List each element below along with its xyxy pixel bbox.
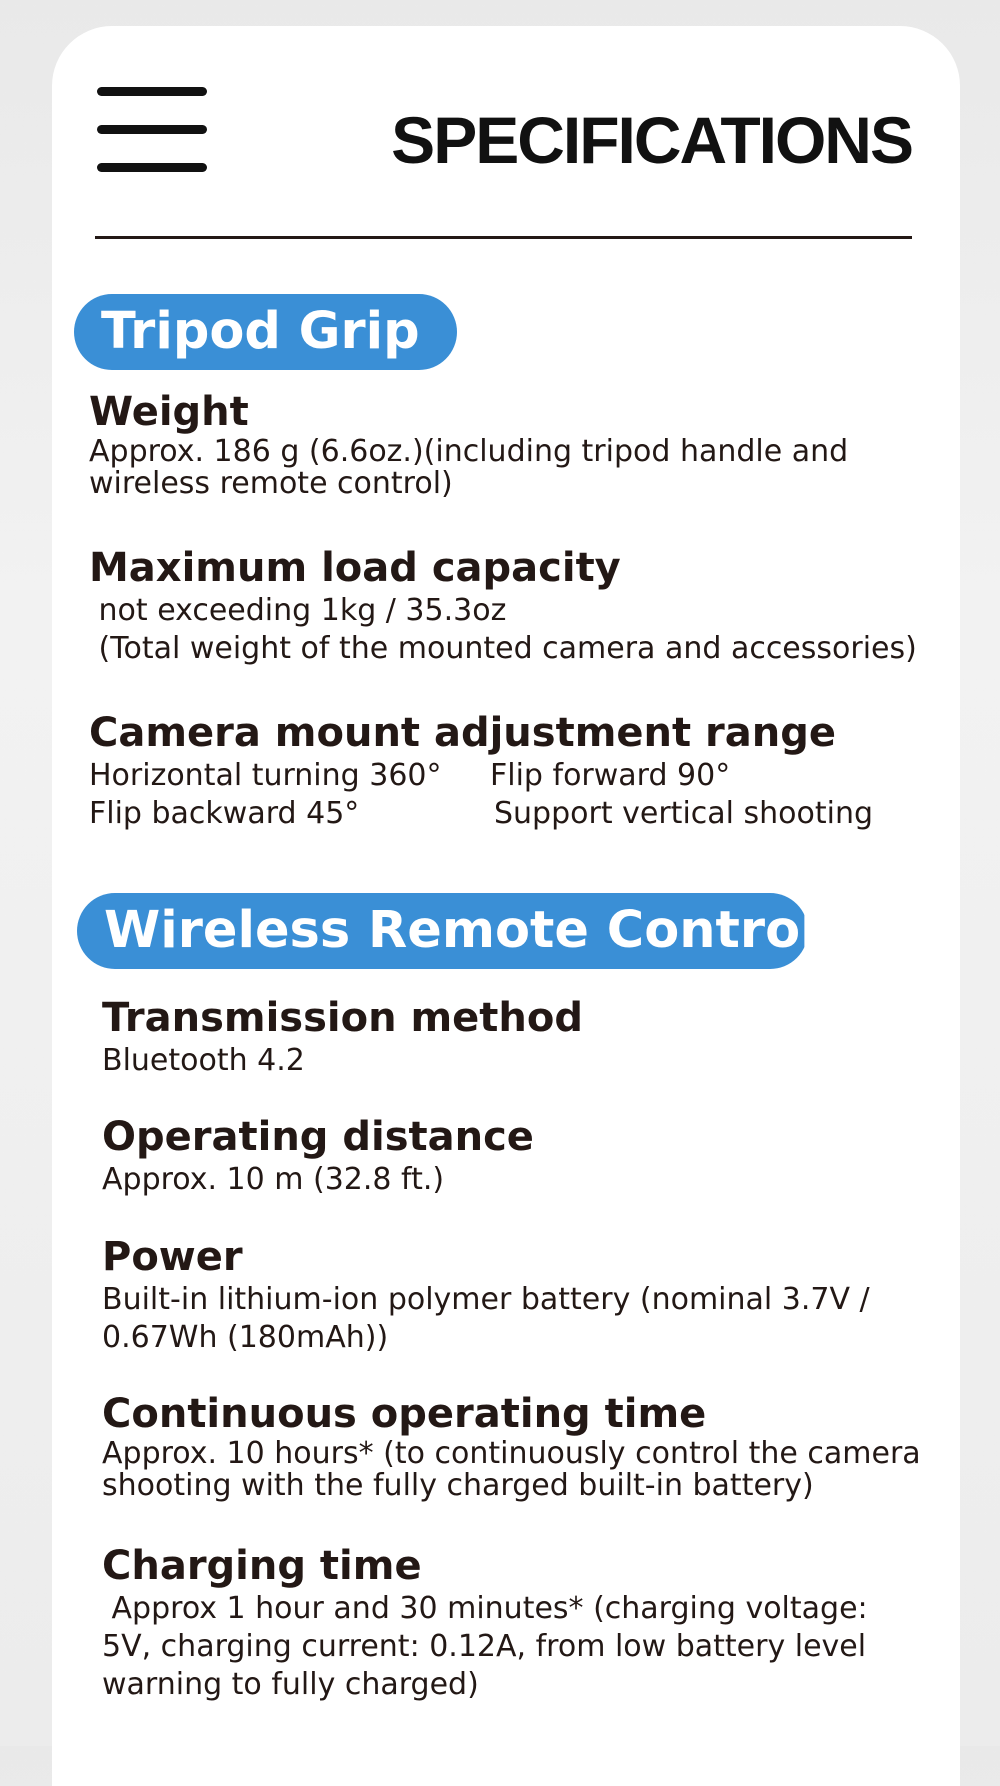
spec-operating-distance-label: Operating distance	[102, 1114, 534, 1160]
spec-max-load	[89, 544, 917, 668]
spec-charging-time-line1: Approx 1 hour and 30 minutes* (charging voltage:	[102, 1591, 868, 1626]
spec-flip-backward: Flip backward 45°	[89, 796, 360, 831]
spec-weight	[89, 388, 848, 500]
menu-bar	[97, 87, 207, 96]
spec-weight-line2: wireless remote control)	[89, 466, 453, 501]
spec-charging-time-label: Charging time	[102, 1543, 422, 1589]
spec-vertical-shooting: Support vertical shooting	[494, 796, 874, 831]
spec-power-label: Power	[102, 1234, 243, 1280]
menu-bar	[97, 163, 207, 172]
spec-max-load-line2: (Total weight of the mounted camera and accessories)	[89, 631, 917, 666]
spec-charging-time-line2: 5V, charging current: 0.12A, from low battery level	[102, 1629, 867, 1664]
spec-max-load-label: Maximum load capacity	[89, 545, 621, 591]
title-divider	[95, 236, 912, 239]
spec-camera-mount-row1	[89, 757, 836, 795]
hamburger-menu-icon[interactable]	[97, 87, 207, 173]
spec-weight-line1: Approx. 186 g (6.6oz.)(including tripod handle and	[89, 434, 849, 469]
spec-horizontal-turning: Horizontal turning 360°	[89, 758, 442, 793]
spec-weight-label: Weight	[89, 389, 249, 435]
section-tripod-grip-pill: Tripod Grip	[74, 294, 457, 370]
spec-power	[102, 1233, 870, 1357]
spec-power-line2: 0.67Wh (180mAh))	[102, 1320, 389, 1355]
menu-bar	[97, 125, 207, 134]
page-title: SPECIFICATIONS	[391, 103, 912, 177]
spec-continuous-operating-time-line1: Approx. 10 hours* (to continuously control the camera	[102, 1436, 921, 1471]
spec-charging-time-line3: warning to fully charged)	[102, 1667, 479, 1702]
spec-continuous-operating-time-line2: shooting with the fully charged built-in battery)	[102, 1468, 814, 1503]
spec-transmission-value: Bluetooth 4.2	[102, 1043, 305, 1078]
spec-camera-mount-row2	[89, 795, 874, 833]
spec-power-line1: Built-in lithium-ion polymer battery (nominal 3.7V /	[102, 1282, 870, 1317]
spec-operating-distance-value: Approx. 10 m (32.8 ft.)	[102, 1162, 445, 1197]
spec-camera-mount	[89, 709, 874, 833]
spec-transmission	[102, 994, 583, 1080]
spec-charging-time	[102, 1542, 868, 1704]
spec-transmission-label: Transmission method	[102, 995, 584, 1041]
spec-max-load-line1: not exceeding 1kg / 35.3oz	[89, 593, 507, 628]
spec-flip-forward: Flip forward 90°	[490, 758, 731, 793]
spec-operating-distance	[102, 1113, 534, 1199]
section-wireless-remote-pill: Wireless Remote Control	[77, 893, 808, 969]
spec-camera-mount-label: Camera mount adjustment range	[89, 710, 836, 756]
spec-continuous-operating-time	[102, 1390, 921, 1502]
spec-continuous-operating-time-label: Continuous operating time	[102, 1391, 707, 1437]
